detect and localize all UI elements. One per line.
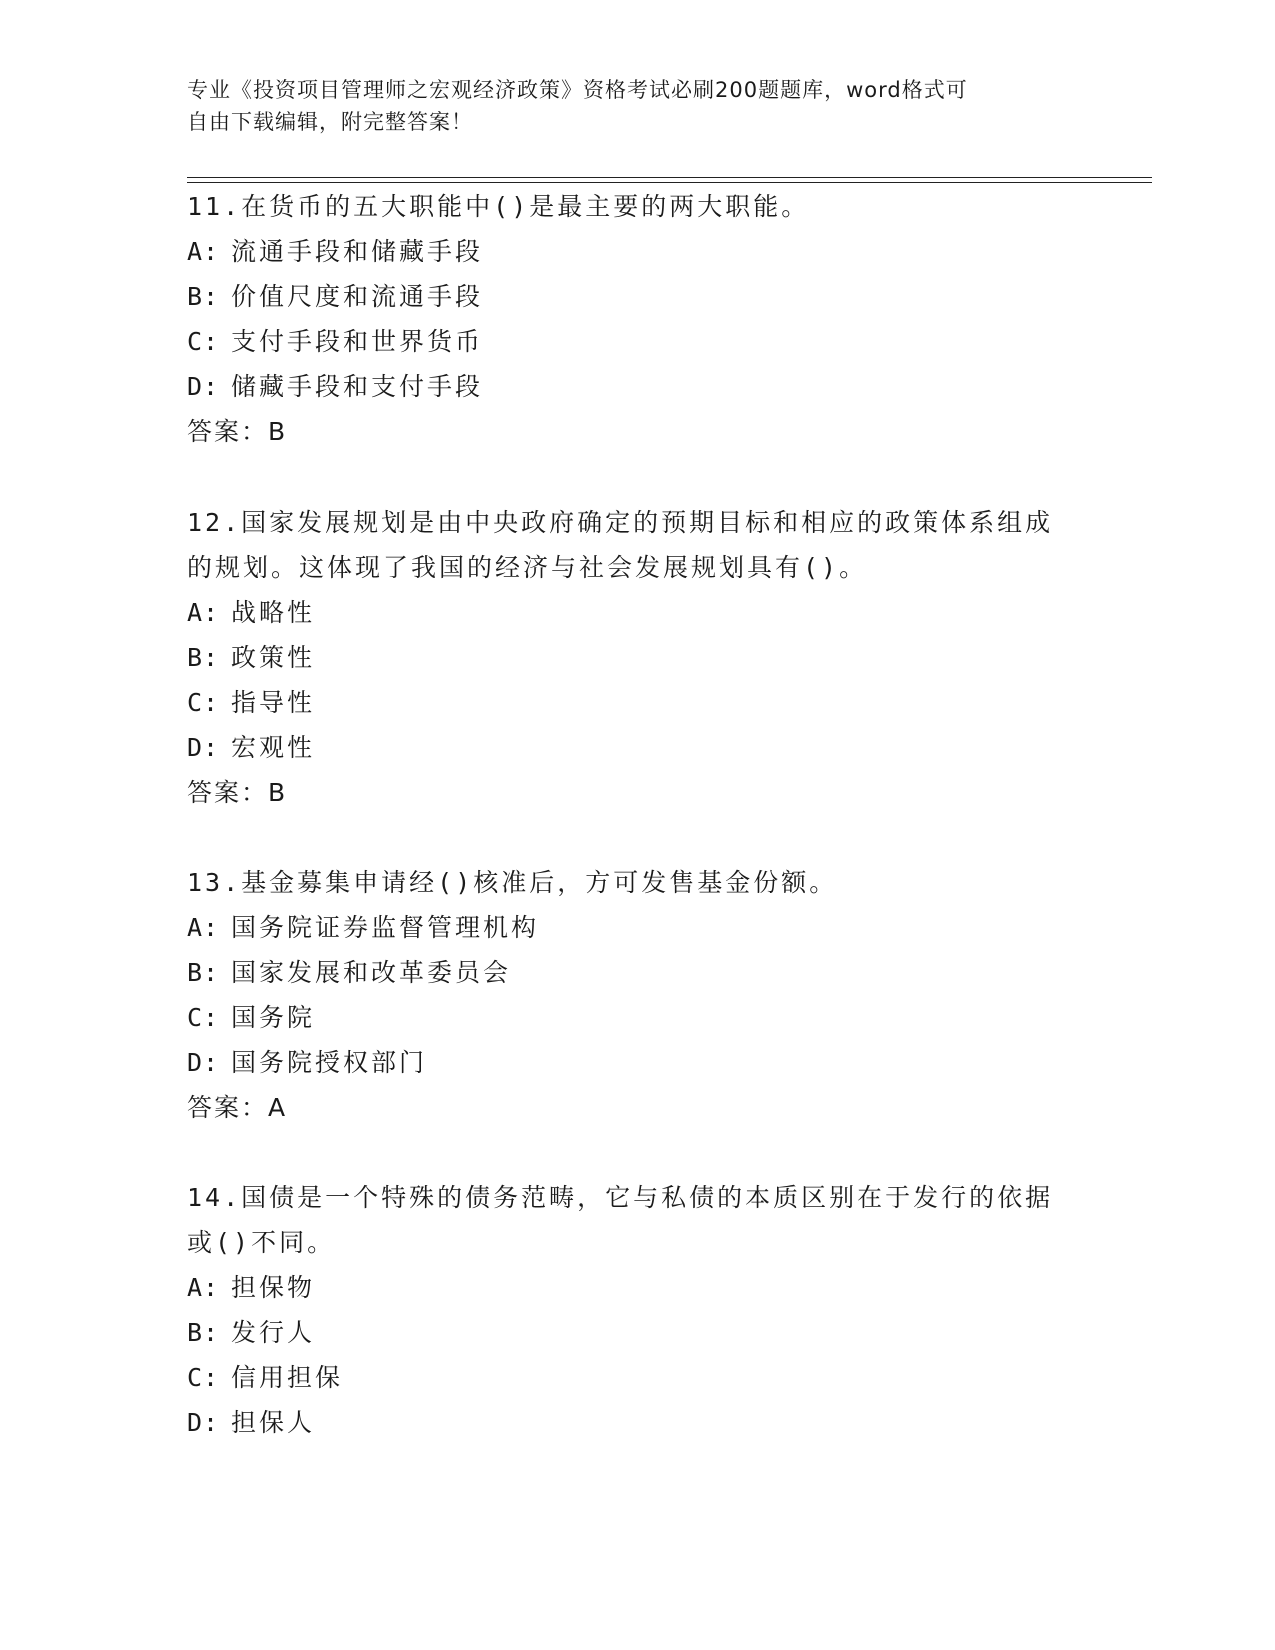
option-a — [187, 229, 1087, 274]
option-d — [187, 1400, 1087, 1445]
option-letter: B: — [187, 282, 220, 311]
option-d — [187, 364, 1087, 409]
option-letter: C: — [187, 1363, 220, 1392]
document-header — [187, 74, 1087, 138]
option-text: 宏观性 — [231, 733, 316, 762]
question-12 — [187, 500, 1087, 815]
question-stem: 11.在货币的五大职能中()是最主要的两大职能。 — [187, 192, 810, 221]
option-c — [187, 995, 1087, 1040]
header-divider-bottom — [187, 182, 1152, 183]
question-stem: 13.基金募集申请经()核准后，方可发售基金份额。 — [187, 868, 838, 897]
header-divider-top — [187, 177, 1152, 178]
option-letter: A: — [187, 598, 220, 627]
option-text: 国家发展和改革委员会 — [231, 958, 512, 987]
option-text: 战略性 — [231, 598, 316, 627]
option-c — [187, 680, 1087, 725]
option-b — [187, 274, 1087, 319]
option-b — [187, 635, 1087, 680]
answer-line: 答案：B — [187, 778, 288, 807]
option-a — [187, 1265, 1087, 1310]
option-d — [187, 725, 1087, 770]
option-a — [187, 905, 1087, 950]
header-line-1: 专业《投资项目管理师之宏观经济政策》资格考试必刷200题题库，word格式可 — [187, 78, 968, 102]
option-text: 政策性 — [231, 643, 316, 672]
option-text: 担保物 — [231, 1273, 316, 1302]
option-letter: D: — [187, 733, 220, 762]
answer-line: 答案：B — [187, 417, 288, 446]
option-b — [187, 950, 1087, 995]
option-c — [187, 319, 1087, 364]
option-text: 信用担保 — [231, 1363, 344, 1392]
option-text: 国务院授权部门 — [231, 1048, 428, 1077]
option-text: 价值尺度和流通手段 — [231, 282, 484, 311]
option-text: 指导性 — [231, 688, 316, 717]
question-11 — [187, 184, 1087, 454]
option-text: 支付手段和世界货币 — [231, 327, 484, 356]
question-stem: 12.国家发展规划是由中央政府确定的预期目标和相应的政策体系组成的规划。这体现了我国的经济与社会发展规划具有()。 — [187, 508, 1054, 582]
option-letter: D: — [187, 1048, 220, 1077]
option-letter: C: — [187, 688, 220, 717]
option-b — [187, 1310, 1087, 1355]
option-letter: B: — [187, 643, 220, 672]
option-d — [187, 1040, 1087, 1085]
option-letter: D: — [187, 372, 220, 401]
option-text: 流通手段和储藏手段 — [231, 237, 484, 266]
option-letter: B: — [187, 1318, 220, 1347]
option-text: 担保人 — [231, 1408, 316, 1437]
option-letter: B: — [187, 958, 220, 987]
option-a — [187, 590, 1087, 635]
option-letter: A: — [187, 913, 220, 942]
option-letter: D: — [187, 1408, 220, 1437]
question-14 — [187, 1175, 1087, 1445]
option-text: 国务院 — [231, 1003, 316, 1032]
option-letter: A: — [187, 237, 220, 266]
option-letter: A: — [187, 1273, 220, 1302]
option-text: 储藏手段和支付手段 — [231, 372, 484, 401]
option-letter: C: — [187, 327, 220, 356]
option-text: 发行人 — [231, 1318, 316, 1347]
option-c — [187, 1355, 1087, 1400]
option-letter: C: — [187, 1003, 220, 1032]
header-line-2: 自由下载编辑，附完整答案！ — [187, 110, 473, 134]
question-13 — [187, 860, 1087, 1130]
option-text: 国务院证券监督管理机构 — [231, 913, 540, 942]
question-stem: 14.国债是一个特殊的债务范畴，它与私债的本质区别在于发行的依据或()不同。 — [187, 1183, 1054, 1257]
answer-line: 答案：A — [187, 1093, 288, 1122]
